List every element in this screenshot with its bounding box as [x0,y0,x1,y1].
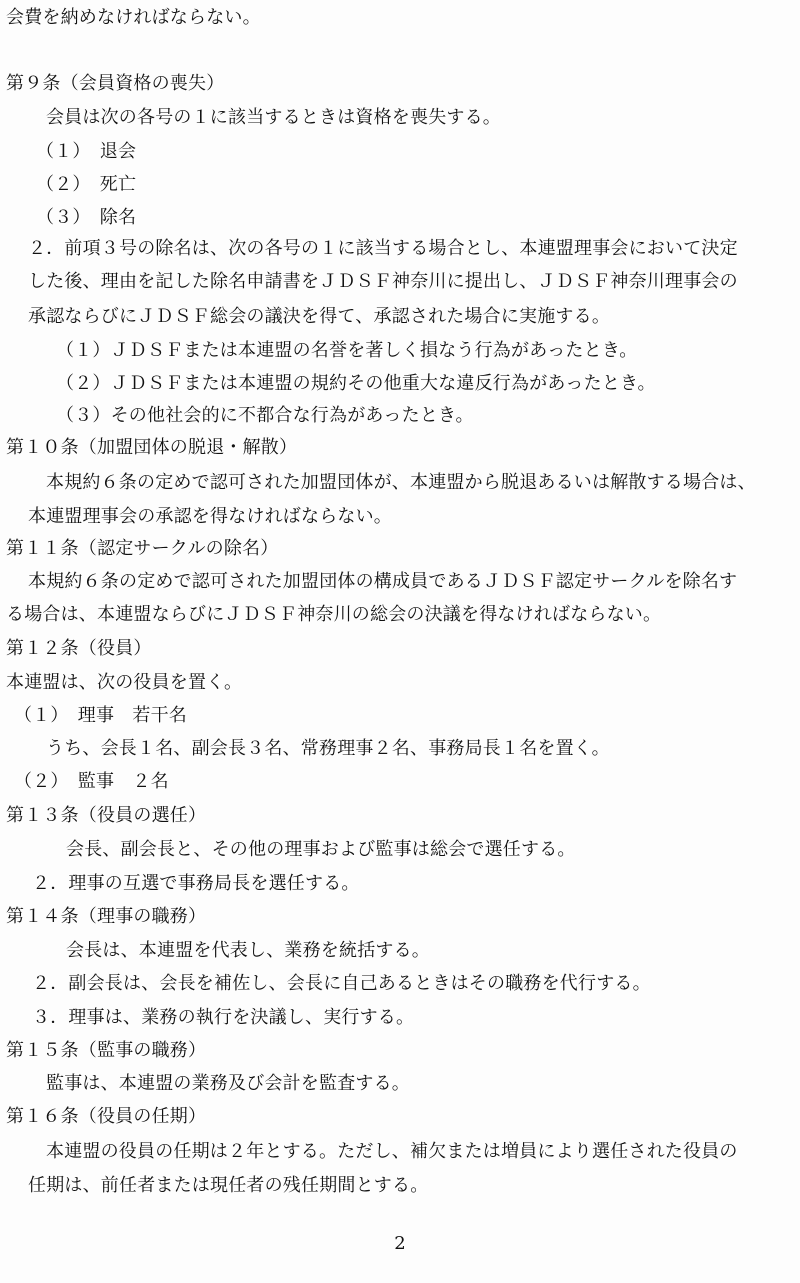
article-15-heading: 第１５条（監事の職務） [6,1040,207,1061]
list-item: （２）ＪＤＳＦまたは本連盟の規約その他重大な違反行為があったとき。 [56,373,656,394]
text-line: 会長、副会長と、その他の理事および監事は総会で選任する。 [66,839,576,860]
article-10-heading: 第１０条（加盟団体の脱退・解散） [6,437,298,458]
list-item: （１）ＪＤＳＦまたは本連盟の名誉を著しく損なう行為があったとき。 [56,340,638,361]
text-line: 監事は、本連盟の業務及び会計を監査する。 [46,1073,410,1094]
text-line: うち、会長１名、副会長３名、常務理事２名、事務局長１名を置く。 [46,738,610,759]
text-line: した後、理由を記した除名申請書をＪＤＳＦ神奈川に提出し、ＪＤＳＦ神奈川理事会の [28,271,738,292]
text-line: 会費を納めなければならない。 [6,7,261,28]
list-item: （１） 退会 [36,141,137,162]
text-line: 承認ならびにＪＤＳＦ総会の議決を得て、承認された場合に実施する。 [28,306,611,327]
text-line: 本規約６条の定めで認可された加盟団体が、本連盟から脱退あるいは解散する場合は、 [46,472,756,493]
text-line: 本連盟は、次の役員を置く。 [6,672,243,693]
text-line: 本連盟の役員の任期は２年とする。ただし、補欠または増員により選任された役員の [46,1141,738,1162]
page-number: 2 [394,1233,406,1254]
text-line: 任期は、前任者または現任者の残任期間とする。 [28,1175,429,1196]
article-14-heading: 第１４条（理事の職務） [6,906,207,927]
list-item: （３） 除名 [36,207,137,228]
text-line: ２．副会長は、会長を補佐し、会長に自己あるときはその職務を代行する。 [32,973,651,994]
article-16-heading: 第１６条（役員の任期） [6,1106,207,1127]
list-item: （２） 死亡 [36,174,137,195]
text-line: 会員は次の各号の１に該当するときは資格を喪失する。 [46,107,501,128]
text-line: る場合は、本連盟ならびにＪＤＳＦ神奈川の総会の決議を得なければならない。 [6,604,662,625]
list-item: （２） 監事 ２名 [14,771,169,792]
text-line: ３．理事は、業務の執行を決議し、実行する。 [32,1007,415,1028]
list-item: （１） 理事 若干名 [14,705,187,726]
article-13-heading: 第１３条（役員の選任） [6,805,207,826]
article-11-heading: 第１１条（認定サークルの除名） [6,538,279,559]
list-item: （３）その他社会的に不都合な行為があったとき。 [56,405,474,426]
text-line: 本規約６条の定めで認可された加盟団体の構成員であるＪＤＳＦ認定サークルを除名す [28,571,738,592]
text-line: 会長は、本連盟を代表し、業務を統括する。 [66,940,430,961]
text-line: ２．前項３号の除名は、次の各号の１に該当する場合とし、本連盟理事会において決定 [28,238,738,259]
text-line: ２．理事の互選で事務局長を選任する。 [32,873,360,894]
article-12-heading: 第１２条（役員） [6,638,152,659]
article-9-heading: 第９条（会員資格の喪失） [6,73,225,94]
text-line: 本連盟理事会の承認を得なければならない。 [28,506,392,527]
